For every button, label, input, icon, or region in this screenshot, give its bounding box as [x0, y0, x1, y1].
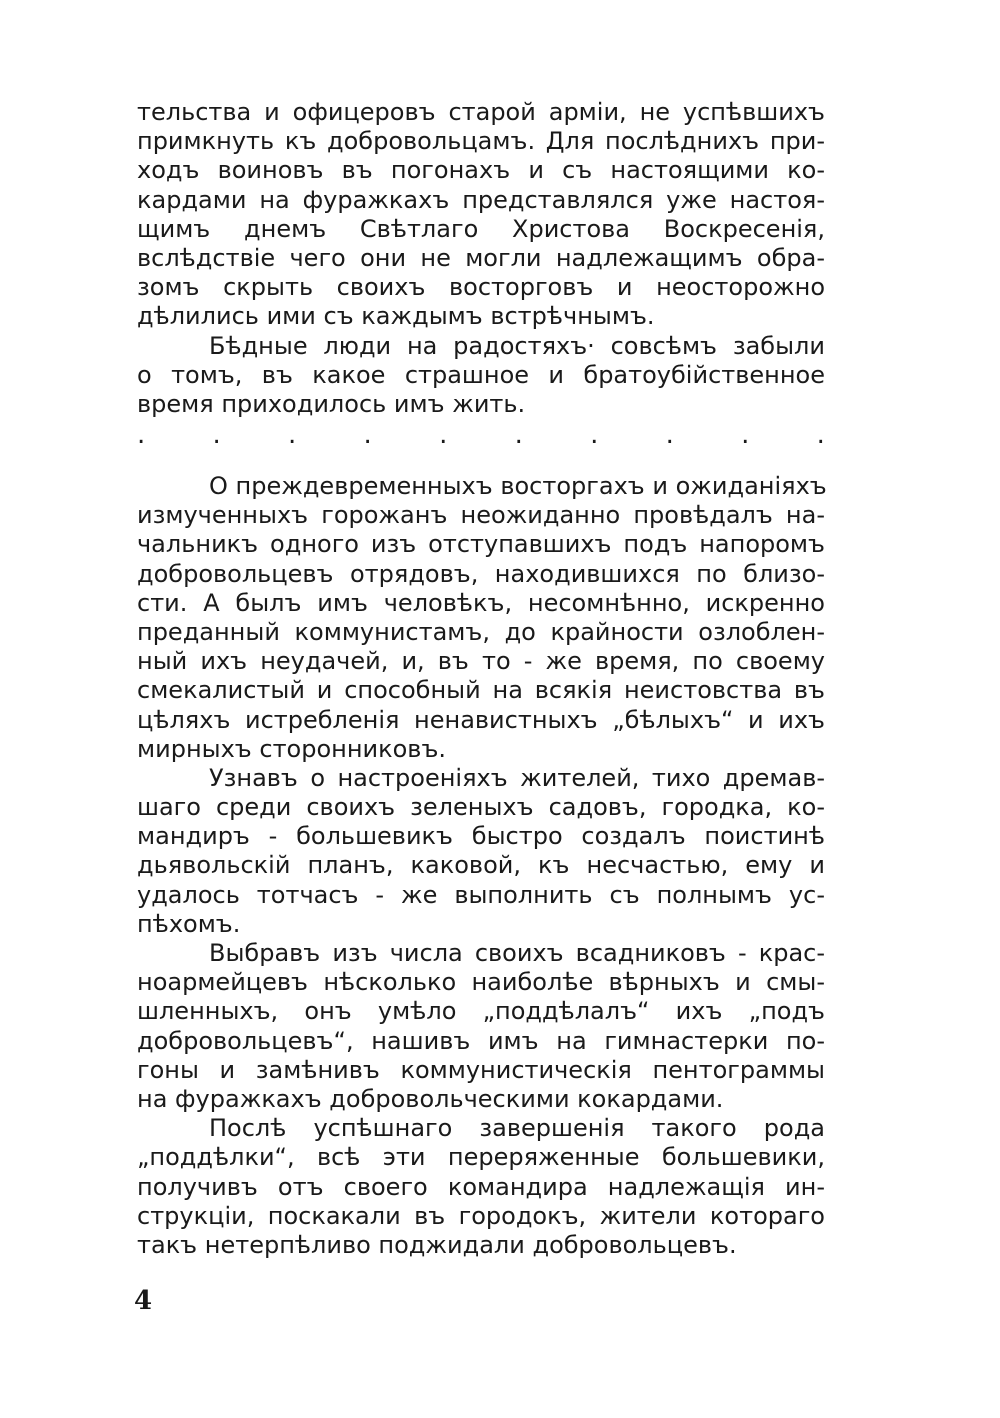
text-line: такъ нетерпѣливо поджидали добровольцевъ.: [137, 1230, 737, 1259]
text-line: пѣхомъ.: [137, 909, 241, 938]
text-line: на фуражкахъ добровольческими кокардами.: [137, 1084, 724, 1113]
text-line: смекалистый и способный на всякія неистовства въ: [137, 676, 825, 705]
ellipsis-dot: .: [363, 420, 372, 450]
text-line: мирныхъ сторонниковъ.: [137, 734, 447, 763]
ellipsis-dot: .: [137, 420, 146, 450]
ellipsis-dot: .: [514, 420, 523, 450]
text-line: ный ихъ неудачей, и, въ то - же время, по своему: [137, 647, 825, 676]
text-line: Послѣ успѣшнаго завершенія такого рода: [209, 1114, 825, 1143]
text-line: примкнуть къ добровольцамъ. Для послѣднихъ при-: [137, 127, 825, 156]
text-line: шаго среди своихъ зеленыхъ садовъ, городка, ко-: [137, 793, 825, 822]
ellipsis-dot: .: [288, 420, 297, 450]
text-line: щимъ днемъ Свѣтлаго Христова Воскресенія,: [137, 214, 825, 243]
ellipsis-divider: [137, 420, 825, 450]
text-line: добровольцевъ“, нашивъ имъ на гимнастерки по-: [137, 1026, 825, 1055]
text-line: Выбравъ изъ числа своихъ всадниковъ - крас-: [209, 939, 825, 967]
page-number: 4: [134, 1286, 153, 1316]
text-line: вслѣдствіе чего они не могли надлежащимъ обра-: [137, 243, 825, 272]
text-line: измученныхъ горожанъ неожиданно провѣдалъ на-: [137, 501, 825, 530]
text-line: тельства и офицеровъ старой арміи, не успѣвшихъ: [137, 98, 825, 126]
text-line: удалось тотчасъ - же выполнить съ полнымъ ус-: [137, 880, 825, 909]
text-line: получивъ отъ своего командира надлежащія ин-: [137, 1172, 825, 1201]
text-line: мандиръ - большевикъ быстро создалъ поистинѣ: [137, 822, 825, 851]
text-line: Узнавъ о настроеніяхъ жителей, тихо дремав-: [209, 763, 825, 792]
ellipsis-dot: .: [816, 420, 825, 450]
text-line: дѣлились ими съ каждымъ встрѣчнымъ.: [137, 302, 655, 331]
text-line: преданный коммунистамъ, до крайности озлоблен-: [137, 617, 825, 646]
text-line: кардами на фуражкахъ представлялся уже настоя-: [137, 185, 825, 214]
text-line: цѣляхъ истребленія ненавистныхъ „бѣлыхъ“ и ихъ: [137, 705, 825, 734]
text-line: сти. А былъ имъ человѣкъ, несомнѣнно, искренно: [137, 588, 825, 617]
text-line: чальникъ одного изъ отступавшихъ подъ напоромъ: [137, 530, 825, 559]
text-line: „поддѣлки“, всѣ эти переряженные большевики,: [137, 1143, 825, 1172]
text-line: зомъ скрыть своихъ восторговъ и неосторожно: [137, 273, 825, 302]
text-line: ноармейцевъ нѣсколько наиболѣе вѣрныхъ и смы-: [137, 968, 825, 997]
text-line: ходъ воиновъ въ погонахъ и съ настоящими ко-: [137, 156, 825, 185]
text-line: гоны и замѣнивъ коммунистическія пентограммы: [137, 1055, 825, 1084]
text-block-main: [137, 472, 825, 1260]
text-line: О преждевременныхъ восторгахъ и ожиданіяхъ: [209, 472, 827, 500]
ellipsis-dot: .: [590, 420, 599, 450]
ellipsis-dot: .: [741, 420, 750, 450]
text-line: дьявольскій планъ, каковой, къ несчастью, ему и: [137, 851, 825, 880]
text-line: шленныхъ, онъ умѣло „поддѣлалъ“ ихъ „подъ: [137, 997, 825, 1026]
text-line: добровольцевъ отрядовъ, находившихся по близо-: [137, 559, 825, 588]
ellipsis-dot: .: [212, 420, 221, 450]
ellipsis-dot: .: [439, 420, 448, 450]
ellipsis-dot: .: [665, 420, 674, 450]
text-line: о томъ, въ какое страшное и братоубійственное: [137, 360, 825, 389]
text-line: струкціи, поскакали въ городокъ, жители котораго: [137, 1201, 825, 1230]
text-block-top: [137, 98, 825, 419]
text-line: время приходилось имъ жить.: [137, 389, 526, 418]
text-line: Бѣдные люди на радостяхъ· совсѣмъ забыли: [209, 331, 825, 360]
